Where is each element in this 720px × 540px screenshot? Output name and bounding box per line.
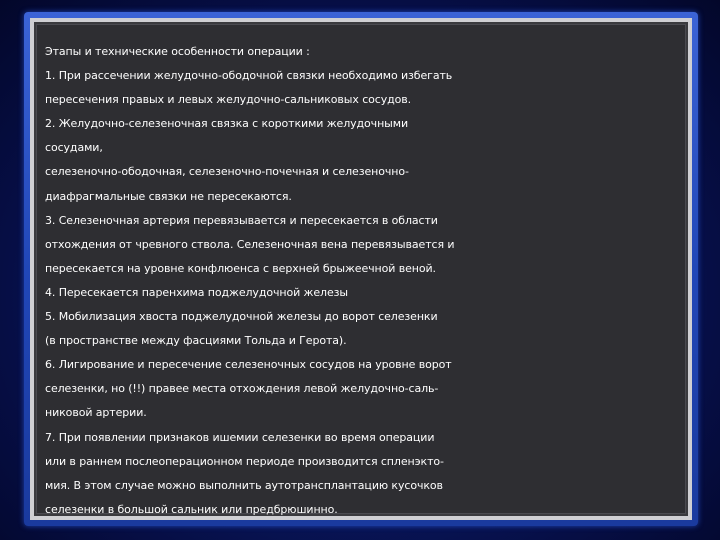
text-line: 7. При появлении признаков ишемии селезенки во время операции	[45, 430, 435, 444]
slide-heading: Этапы и технические особенности операции :	[45, 45, 310, 58]
text-line: диафрагмальные связки не пересекаются.	[45, 189, 292, 203]
text-line: мия. В этом случае можно выполнить аутотрансплантацию кусочков	[45, 478, 443, 492]
text-line: (в пространстве между фасциями Тольда и Герота).	[45, 334, 347, 348]
text-line: 6. Лигирование и пересечение селезеночных сосудов на уровне ворот	[45, 358, 452, 372]
text-line: 5. Мобилизация хвоста поджелудочной железы до ворот селезенки	[45, 310, 438, 324]
text-line: отхождения от чревного ствола. Селезеночная вена перевязывается и	[45, 237, 455, 251]
text-line: пересечения правых и левых желудочно-сальниковых сосудов.	[45, 93, 412, 107]
text-line: или в раннем послеоперационном периоде производится спленэкто-	[45, 454, 444, 468]
text-line: 2. Желудочно-селезеночная связка с короткими желудочными	[45, 117, 409, 131]
text-line: пересекается на уровне конфлюенса с верхней брыжеечной веной.	[45, 261, 436, 275]
text-line: селезенки, но (!!) правее места отхождения левой желудочно-саль-	[45, 382, 439, 396]
text-line: никовой артерии.	[45, 406, 147, 420]
text-line: 4. Пересекается паренхима поджелудочной железы	[45, 285, 348, 299]
text-line: 3. Селезеночная артерия перевязывается и пересекается в области	[45, 213, 438, 227]
text-line: селезенки в большой сальник или предбрюшинно.	[45, 502, 338, 516]
text-line: селезеночно-ободочная, селезеночно-почечная и селезеночно-	[45, 165, 409, 179]
text-line: 1. При рассечении желудочно-ободочной связки необходимо избегать	[45, 69, 453, 83]
text-line: сосудами,	[45, 141, 103, 155]
slide-text-block	[45, 40, 685, 522]
